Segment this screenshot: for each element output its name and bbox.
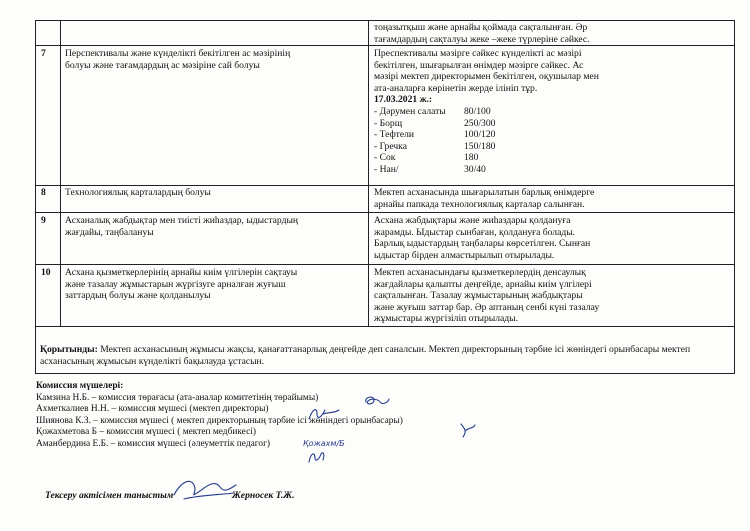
menu-date: 17.03.2021 ж.:	[374, 94, 433, 106]
menu-item-name: - Нан/	[374, 163, 399, 175]
menu-item	[374, 118, 730, 130]
signature-kozhakhmetova: Қожахм/Б	[303, 439, 345, 448]
row-number: 7	[41, 48, 46, 59]
table-row-continuation	[374, 22, 729, 45]
menu-item	[374, 152, 730, 164]
content-line: Преспективалы мәзірге сәйкес күнделікті ас мәзірі	[374, 48, 582, 59]
content-line: Мектеп асханасындағы қызметкерлердің денсаулық	[374, 267, 586, 278]
criterion-line: жағдайы, таңбалануы	[65, 226, 154, 238]
content-text	[374, 187, 730, 210]
content-line: тағамдардың сақталуы жеке –жеке түрлеріне сәйкес.	[374, 33, 590, 45]
menu-item	[374, 129, 730, 141]
member-line: Шиянова К.З. – комиссия мүшесі ( мектеп директорының тәрбие ісі жөніндегі орынбасары)	[36, 415, 403, 426]
menu-item-name: - Дәрумен салаты	[374, 105, 446, 117]
commission-members	[36, 381, 403, 451]
content-line: Мектеп асханасында шығарылатын барлық өнімдерге	[374, 187, 595, 198]
menu-item-qty: 180	[464, 152, 479, 164]
conclusion-box	[35, 327, 735, 374]
content-line: және жуғыш заттар бар. Әр аптаның сенбі күні тазалау	[374, 301, 600, 313]
menu-item-qty: 30/40	[464, 163, 486, 175]
signature-zhernosek	[170, 473, 240, 505]
content-line: ата-аналарға көрінетін жерде ілініп тұр.	[374, 82, 538, 94]
criterion-line: және тазалау жұмыстарын жүргізуге арналған жуғыш	[65, 278, 286, 290]
menu-item	[374, 106, 730, 118]
menu-item-qty: 250/300	[464, 117, 496, 129]
content-line: жарамды. Ыдыстар сынбаған, қолдануға болады.	[374, 226, 576, 238]
inspection-table	[35, 20, 735, 327]
row-number: 9	[41, 215, 46, 226]
acknowledgement-name: Жерносек Т.Ж.	[232, 490, 295, 501]
content-line: тоңазытқыш және арнайы қоймада сақталынған. Әр	[374, 22, 588, 33]
member-line: Ахметкалиев Н.Н. – комиссия мүшесі (мектеп директоры)	[36, 404, 269, 415]
signature-shiyanova	[455, 421, 479, 441]
conclusion-label: Қорытынды:	[40, 344, 98, 355]
menu-item-name: - Гречка	[374, 140, 407, 152]
content-text	[374, 267, 730, 325]
menu-item-qty: 150/180	[464, 140, 496, 152]
menu-item-qty: 80/100	[464, 105, 491, 117]
criterion-text	[65, 187, 365, 199]
menu-item	[374, 164, 730, 176]
menu-list	[374, 106, 730, 176]
content-line: Асхана жабдықтары және жиһаздары қолдануға	[374, 215, 571, 226]
acknowledgement-label: Тексеру актісімен таныстым	[45, 490, 174, 501]
menu-item-name: - Сок	[374, 152, 396, 164]
criterion-text	[65, 48, 365, 71]
content-line: сақталынған. Тазалау жұмыстарының жабдықтары	[374, 290, 583, 302]
content-line: жұмыстары жүргізіліп отырылады.	[374, 313, 518, 325]
member-line: Қожахметова Б – комиссия мүшесі ( мектеп медбикесі)	[36, 427, 256, 438]
member-line: Аманбердина Е.Б. – комиссия мүшесі (әлеуметтік педагог)	[36, 438, 271, 449]
row-number: 8	[41, 187, 46, 198]
content-line: мәзірі мектеп директорымен бекітілген, оқушылар мен	[374, 71, 599, 83]
content-line: арнайы папкада технологиялық карталар салынған.	[374, 198, 585, 210]
content-line: жағдайлары қалыпты деңгейде, арнайы киім үлгілері	[374, 278, 592, 290]
commission-heading: Комиссия мүшелері:	[36, 381, 124, 391]
row-number: 10	[41, 267, 51, 278]
content-line: Барлық ыдыстардың таңбалары көрсетілген. Сынған	[374, 238, 591, 250]
conclusion-text	[40, 344, 730, 367]
conclusion-body: Мектеп асханасының жұмысы жақсы, қанағаттанарлық деңгейде деп саналсын. Мектеп директорының тәрбие ісі жөніндегі орынбасары мектеп асханасының жұмысын күнделікті бақылауда ұстасын.	[40, 344, 691, 367]
member-line: Камзина Н.Б. – комиссия төрағасы (ата-аналар комитетінің төрайымы)	[36, 392, 319, 403]
content-line: бекітілген, шығарылған өнімдер мәзірге сәйкес. Ас	[374, 59, 584, 71]
criterion-line: заттардың болуы және қолданылуы	[65, 290, 211, 302]
signature-kamzina	[362, 393, 392, 409]
criterion-line: Технологиялық карталардың болуы	[65, 187, 211, 198]
criterion-text	[65, 267, 365, 302]
criterion-line: Асхана қызметкерлерінің арнайы киім үлгілерін сақтауы	[65, 267, 298, 278]
signature-amanberdina	[305, 448, 329, 466]
content-text	[374, 215, 730, 261]
menu-item	[374, 141, 730, 153]
content-text	[374, 48, 730, 176]
criterion-line: Асханалық жабдықтар мен тиісті жиһаздар, ыдыстардың	[65, 215, 299, 226]
menu-item-name: - Борщ	[374, 117, 403, 129]
criterion-line: Перспективалы және күнделікті бекітілген ас мәзірінің	[65, 48, 291, 59]
menu-item-qty: 100/120	[464, 129, 496, 141]
signature-akhmetkaliev	[305, 404, 345, 424]
content-line: ыдыстар бірден алмастырылып отырылады.	[374, 249, 555, 261]
criterion-line: болуы және тағамдардың ас мәзіріне сай болуы	[65, 59, 260, 71]
criterion-text	[65, 215, 365, 238]
menu-item-name: - Тефтели	[374, 129, 415, 141]
